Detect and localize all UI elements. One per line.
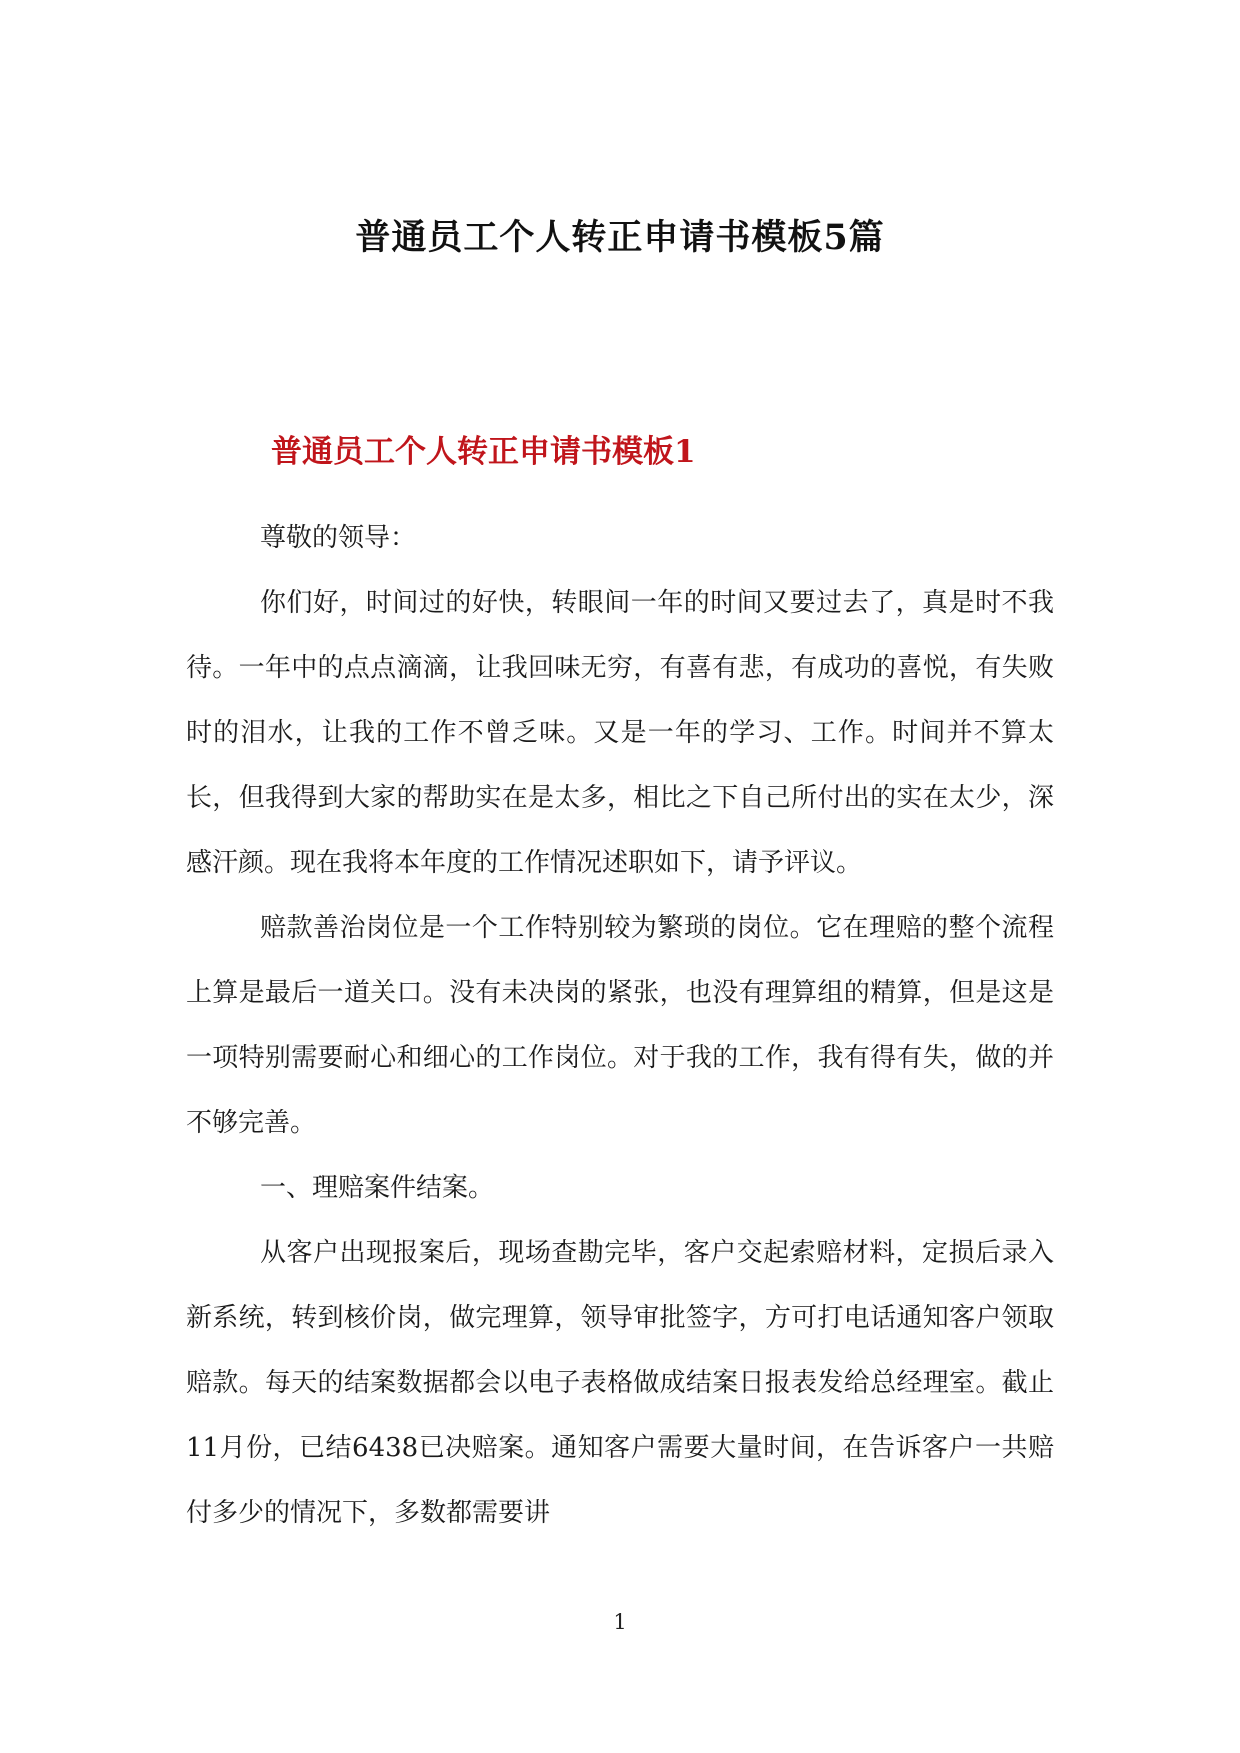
- document-title: 普通员工个人转正申请书模板5篇: [355, 217, 885, 258]
- salutation-paragraph: 尊敬的领导：: [260, 523, 417, 553]
- document-body: [186, 506, 1054, 1546]
- subheading-paragraph: 一、理赔案件结案。: [260, 1173, 495, 1203]
- body-paragraph: 从客户出现报案后，现场查勘完毕，客户交起索赔材料，定损后录入新系统，转到核价岗，做完理算，领导审批签字，方可打电话通知客户领取赔款。每天的结案数据都会以电子表格做成结案日报表发给总经理室。截止11月份，已结6438已决赔案。通知客户需要大量时间，在告诉客户一共赔付多少的情况下，多数都需要讲: [186, 1238, 1054, 1528]
- body-paragraph: 你们好，时间过的好快，转眼间一年的时间又要过去了，真是时不我待。一年中的点点滴滴，让我回味无穷，有喜有悲，有成功的喜悦，有失败时的泪水，让我的工作不曾乏味。又是一年的学习、工作。时间并不算太长，但我得到大家的帮助实在是太多，相比之下自己所付出的实在太少，深感汗颜。现在我将本年度的工作情况述职如下，请予评议。: [186, 588, 1054, 878]
- section-heading: 普通员工个人转正申请书模板1: [271, 434, 696, 470]
- page-number: 1: [613, 1610, 627, 1634]
- body-paragraph: 赔款善治岗位是一个工作特别较为繁琐的岗位。它在理赔的整个流程上算是最后一道关口。没有未决岗的紧张，也没有理算组的精算，但是这是一项特别需要耐心和细心的工作岗位。对于我的工作，我有得有失，做的并不够完善。: [186, 913, 1054, 1138]
